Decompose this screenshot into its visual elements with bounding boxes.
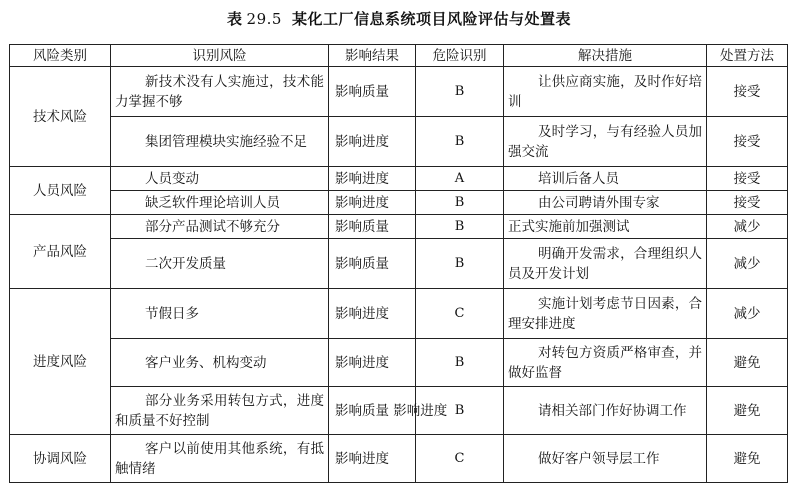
level-cell: B: [416, 387, 504, 435]
measure-cell: 实施计划考虑节日因素，合理安排进度: [504, 289, 707, 339]
measure-cell: 由公司聘请外围专家: [504, 191, 707, 215]
method-cell: 避免: [707, 339, 788, 387]
risk-cell: 二次开发质量: [111, 239, 329, 289]
measure-cell: 及时学习，与有经验人员加强交流: [504, 117, 707, 167]
level-cell: B: [416, 191, 504, 215]
measure-cell: 做好客户领导层工作: [504, 435, 707, 483]
result-cell: 影响进度: [329, 435, 416, 483]
result-cell: 影响质量: [329, 67, 416, 117]
result-cell: 影响质量: [329, 215, 416, 239]
level-cell: C: [416, 289, 504, 339]
table-row: [10, 117, 788, 167]
risk-cell: 集团管理模块实施经验不足: [111, 117, 329, 167]
method-cell: 接受: [707, 167, 788, 191]
level-cell: B: [416, 67, 504, 117]
table-row: [10, 435, 788, 483]
risk-cell: 节假日多: [111, 289, 329, 339]
table-title: [0, 8, 798, 29]
risk-cell: 人员变动: [111, 167, 329, 191]
table-row: [10, 239, 788, 289]
category-tech: 技术风险: [10, 67, 111, 167]
method-cell: 接受: [707, 191, 788, 215]
category-schedule: 进度风险: [10, 289, 111, 435]
header-result: 影响结果: [329, 45, 416, 67]
table-row: [10, 387, 788, 435]
method-cell: 减少: [707, 215, 788, 239]
risk-cell: 客户以前使用其他系统，有抵触情绪: [111, 435, 329, 483]
measure-cell: 请相关部门作好协调工作: [504, 387, 707, 435]
measure-cell: 培训后备人员: [504, 167, 707, 191]
header-method: 处置方法: [707, 45, 788, 67]
level-cell: B: [416, 215, 504, 239]
level-cell: B: [416, 339, 504, 387]
category-coordination: 协调风险: [10, 435, 111, 483]
table-row: [10, 215, 788, 239]
result-cell: 影响进度: [329, 339, 416, 387]
table-row: [10, 339, 788, 387]
method-cell: 减少: [707, 289, 788, 339]
header-measure: 解决措施: [504, 45, 707, 67]
risk-cell: 客户业务、机构变动: [111, 339, 329, 387]
header-level: 危险识别: [416, 45, 504, 67]
method-cell: 减少: [707, 239, 788, 289]
risk-cell: 部分业务采用转包方式，进度和质量不好控制: [111, 387, 329, 435]
level-cell: C: [416, 435, 504, 483]
method-cell: 接受: [707, 67, 788, 117]
measure-cell: 正式实施前加强测试: [504, 215, 707, 239]
level-cell: B: [416, 117, 504, 167]
level-cell: B: [416, 239, 504, 289]
risk-assessment-table: [9, 44, 788, 483]
method-cell: 避免: [707, 387, 788, 435]
table-row: [10, 67, 788, 117]
result-cell: 影响质量: [329, 239, 416, 289]
result-cell: 影响进度: [329, 191, 416, 215]
header-row: [10, 45, 788, 67]
header-category: 风险类别: [10, 45, 111, 67]
table-row: [10, 167, 788, 191]
level-cell: A: [416, 167, 504, 191]
result-cell: 影响进度: [329, 167, 416, 191]
table-row: [10, 289, 788, 339]
result-cell: 影响质量 影响进度: [329, 387, 416, 435]
method-cell: 避免: [707, 435, 788, 483]
category-product: 产品风险: [10, 215, 111, 289]
table-row: [10, 191, 788, 215]
table-title-number: 29.5: [246, 10, 282, 28]
result-cell: 影响进度: [329, 289, 416, 339]
risk-cell: 缺乏软件理论培训人员: [111, 191, 329, 215]
header-risk: 识别风险: [111, 45, 329, 67]
method-cell: 接受: [707, 117, 788, 167]
risk-cell: 新技术没有人实施过，技术能力掌握不够: [111, 67, 329, 117]
result-cell: 影响进度: [329, 117, 416, 167]
category-people: 人员风险: [10, 167, 111, 215]
measure-cell: 明确开发需求，合理组织人员及开发计划: [504, 239, 707, 289]
measure-cell: 让供应商实施，及时作好培训: [504, 67, 707, 117]
measure-cell: 对转包方资质严格审查，并做好监督: [504, 339, 707, 387]
risk-cell: 部分产品测试不够充分: [111, 215, 329, 239]
table-title-text: 某化工厂信息系统项目风险评估与处置表: [291, 10, 571, 28]
table-title-prefix: 表: [227, 10, 243, 28]
